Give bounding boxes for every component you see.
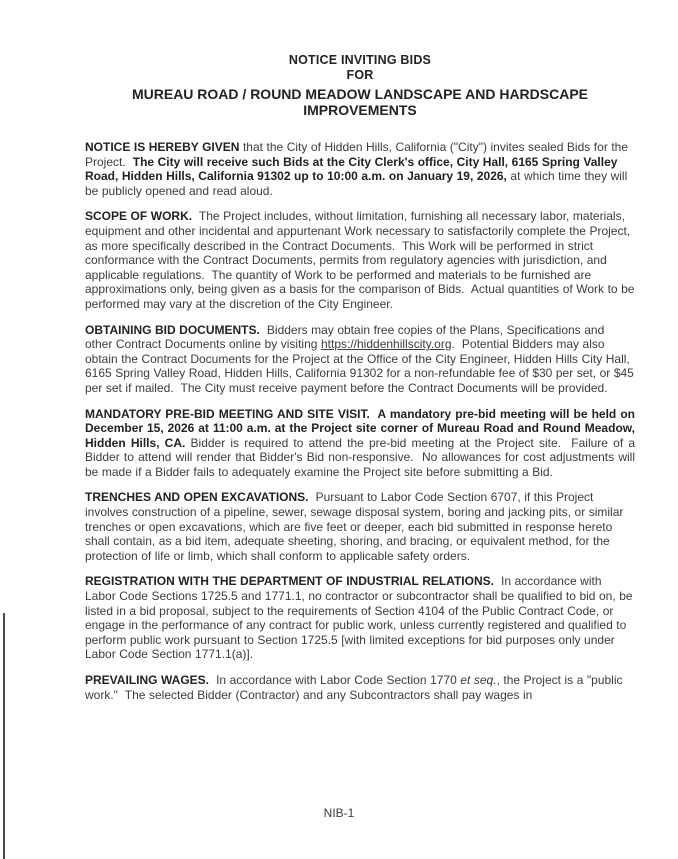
- latin-et-seq: et seq.: [460, 673, 497, 687]
- city-website-link[interactable]: https://hiddenhillscity.org: [320, 337, 452, 352]
- page-number: NIB-1: [323, 806, 355, 820]
- paragraph-text: Bidder is required to attend the pre-bid meeting at the Project site. Failure of a Bidder to attend will render that Bidder's Bid non-responsive. No allowances for cost adjustments will be made if a Bidder fails to adequately examine the Project site before submitting a Bid.: [85, 435, 639, 479]
- heading-scope-of-work: SCOPE OF WORK.: [85, 209, 193, 224]
- paragraph-text: Bidders may obtain free copies of the Plans, Specifications and other Contract Documents online by visiting: [85, 322, 608, 352]
- paragraph-mandatory-prebid-meeting: [85, 406, 639, 480]
- paragraph-prevailing-wages: [85, 673, 635, 702]
- paragraph-trenches-excavations: [85, 490, 635, 563]
- paragraph-text: . Potential Bidders may also obtain the Contract Documents for the Project at the Office of the City Engineer, Hidden Hills City Hall, 6165 Spring Valley Road, Hidden Hills, California 91302 for a non-refundable fee of $30 per set, or $45 per set if mailed. The City must receive payment before the Contract Documents will be provided.: [85, 337, 638, 395]
- paragraph-notice-is-hereby-given: [85, 140, 635, 198]
- heading-prevailing-wages: PREVAILING WAGES.: [85, 673, 209, 687]
- heading-notice-is-hereby-given: NOTICE IS HEREBY GIVEN: [85, 140, 243, 154]
- doc-title-for: FOR: [346, 68, 374, 82]
- heading-obtaining-bid-documents: OBTAINING BID DOCUMENTS.: [85, 322, 260, 337]
- scan-artifact-line: [3, 613, 5, 859]
- paragraph-dir-registration: [85, 574, 635, 662]
- doc-title: NOTICE INVITING BIDS: [288, 53, 432, 67]
- paragraph-text: In accordance with Labor Code Sections 1725.5 and 1771.1, no contractor or subcontractor shall be qualified to bid on, be listed in a bid proposal, subject to the requirements of Section 4104 of the Public Contract Code, or engage in the performance of any contract for public work, unless currently registered and qualified to perform public work pursuant to Section 1725.5 [with limited exceptions for bid purposes only under Labor Code Section 1771.1(a)].: [85, 574, 637, 662]
- project-title-line2: IMPROVEMENTS: [303, 102, 417, 118]
- heading-mandatory-prebid-meeting: MANDATORY PRE-BID MEETING AND SITE VISIT. A mandatory pre-bid meeting will be held on December 15, 2026 at 11:00 a.m. at the Project site corner of Mureau Road and Round Meadow, Hidden Hills, CA.: [85, 406, 639, 450]
- heading-dir-registration: REGISTRATION WITH THE DEPARTMENT OF INDUSTRIAL RELATIONS.: [85, 574, 494, 589]
- paragraph-text: The Project includes, without limitation, furnishing all necessary labor, materials, equipment and other incidental and appurtenant Work necessary to satisfactorily complete the Project, as more specifically described in the Contract Documents. This Work will be performed in strict conformance with the Contract Documents, permits from regulatory agencies with jurisdiction, and applicable regulations. The quantity of Work to be performed and materials to be furnished are approximations only, being given as a basis for the comparison of Bids. Actual quantities of Work to be performed may vary at the discretion of the City Engineer.: [85, 209, 639, 311]
- heading-trenches-excavations: TRENCHES AND OPEN EXCAVATIONS.: [85, 490, 309, 505]
- paragraph-scope-of-work: [85, 209, 639, 311]
- paragraph-obtaining-bid-documents: [85, 322, 638, 396]
- paragraph-text: , the Project is a "public work." The selected Bidder (Contractor) and any Subcontractors shall pay wages in: [85, 673, 627, 702]
- project-title: [85, 86, 635, 118]
- paragraph-text: Pursuant to Labor Code Section 6707, if this Project involves construction of a pipeline, sewer, sewage disposal system, boring and jacking pits, or similar trenches or open excavations, which are five feet or deeper, each bid submitted in response hereto shall contain, as a bid item, adequate sheeting, shoring, and bracing, or equivalent method, for the protection of life or limb, which shall conform to applicable safety orders.: [85, 490, 627, 563]
- project-title-line1: MUREAU ROAD / ROUND MEADOW LANDSCAPE AND HARDSCAPE: [131, 86, 589, 102]
- bold-bid-receipt-details: The City will receive such Bids at the City Clerk's office, City Hall, 6165 Spring Valley Road, Hidden Hills, California 91302 up to 10:00 a.m. on January 19, 2026,: [85, 154, 621, 184]
- paragraph-text: In accordance with Labor Code Section 1770: [209, 673, 461, 687]
- paragraph-text: at which time they will be publicly opened and read aloud.: [85, 169, 631, 198]
- paragraph-text: that the City of Hidden Hills, California ("City") invites sealed Bids for the Project.: [85, 140, 632, 169]
